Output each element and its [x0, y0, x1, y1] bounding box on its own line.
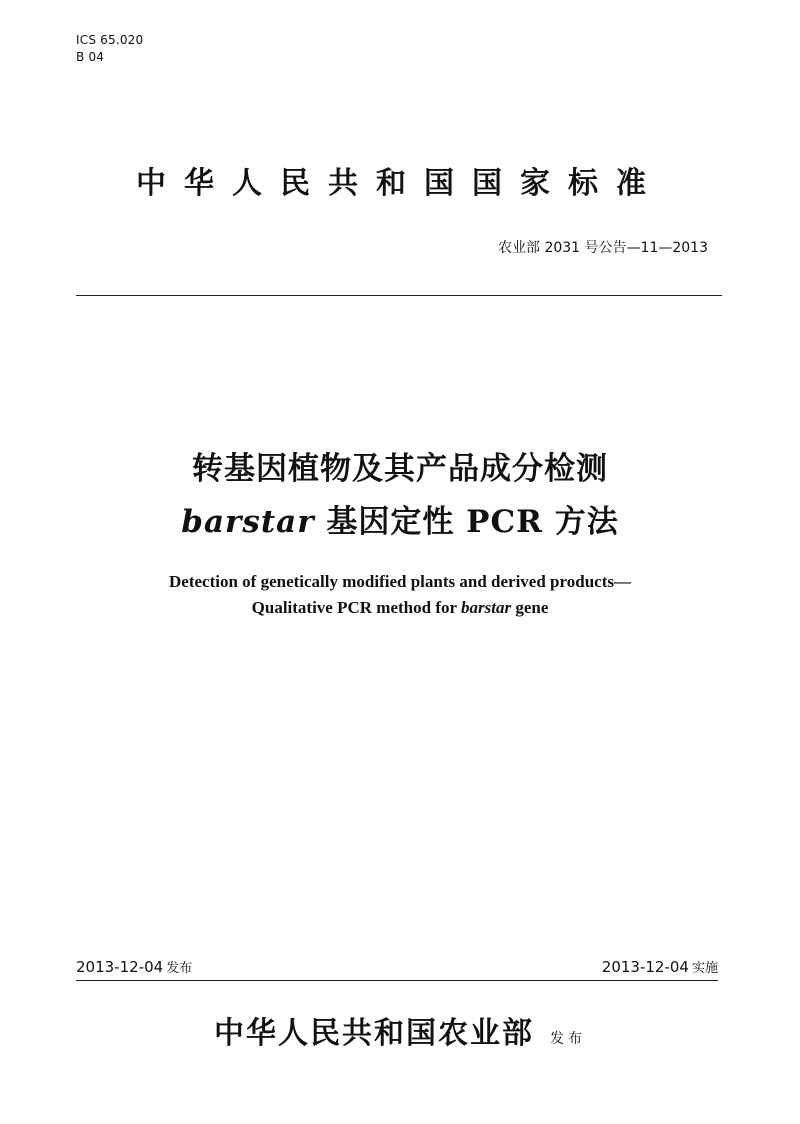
implement-date-label: 实施 — [691, 961, 718, 976]
implement-date-block — [602, 957, 718, 979]
english-title-line-2-suffix: gene — [511, 598, 549, 617]
standard-number: 农业部 2031 号公告—11—2013 — [498, 240, 708, 256]
english-title-line-2 — [0, 597, 800, 619]
english-gene-name-italic: barstar — [460, 598, 512, 617]
national-standard-title: 中华人民共和国国家标准 — [136, 166, 664, 201]
classification-codes — [76, 32, 143, 66]
chinese-title-line-1: 转基因植物及其产品成分检测 — [192, 451, 608, 487]
issuing-authority: 中华人民共和国农业部 — [214, 1016, 534, 1051]
chinese-title-line-2-rest: 基因定性 PCR 方法 — [326, 504, 619, 540]
ics-code: ICS 65.020 — [76, 33, 144, 47]
issuer-row — [0, 1015, 800, 1053]
english-title-line-1: Detection of genetically modified plants and derived products— — [169, 572, 631, 591]
gene-name-italic: barstar — [181, 504, 315, 540]
ccs-code: B 04 — [76, 50, 105, 64]
issue-date: 2013-12-04 — [76, 958, 164, 976]
english-title-line-2-prefix: Qualitative PCR method for — [251, 598, 461, 617]
implement-date: 2013-12-04 — [601, 958, 689, 976]
issuer-label: 发布 — [550, 1031, 586, 1047]
chinese-title-line-2 — [0, 502, 800, 542]
bottom-divider — [76, 980, 718, 981]
dates-row — [76, 957, 718, 979]
issue-date-block — [76, 957, 192, 979]
issue-date-label: 发布 — [166, 961, 193, 976]
top-divider — [76, 295, 722, 296]
